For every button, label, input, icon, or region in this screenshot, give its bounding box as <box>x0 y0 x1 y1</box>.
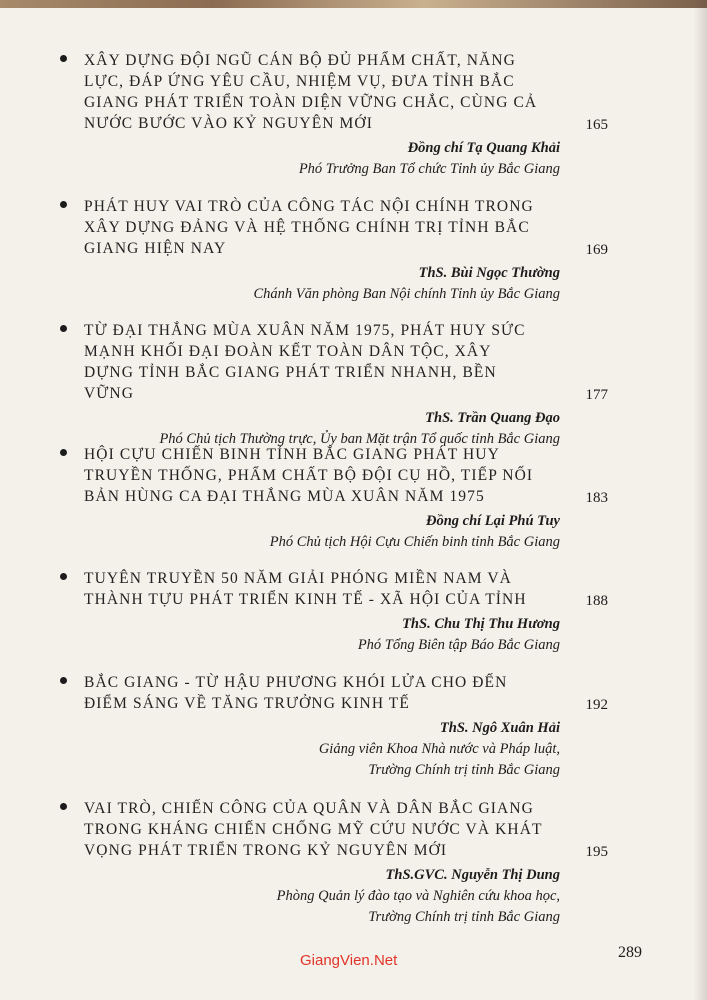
toc-entry-author: Đồng chí Lại Phú Tuy <box>425 513 560 529</box>
toc-entry-title: VAI TRÒ, CHIẾN CÔNG CỦA QUÂN VÀ DÂN BẮC GIANG TRONG KHÁNG CHIẾN CHỐNG MỸ CỨU NƯỚC VÀ KHÁT VỌNG PHÁT TRIỂN TRONG KỶ NGUYÊN MỚI <box>84 800 543 859</box>
toc-entry-author-position: Chánh Văn phòng Ban Nội chính Tỉnh ủy Bắc Giang <box>253 286 560 302</box>
bullet-icon <box>60 201 67 208</box>
watermark: GiangVien.Net <box>300 952 398 969</box>
bullet-icon <box>60 325 67 332</box>
toc-entry-author-position: Phó Trưởng Ban Tổ chức Tỉnh ủy Bắc Giang <box>298 161 560 177</box>
bullet-icon <box>60 803 67 810</box>
toc-entry-title: HỘI CỰU CHIẾN BINH TỈNH BẮC GIANG PHÁT HUY TRUYỀN THỐNG, PHẨM CHẤT BỘ ĐỘI CỤ HỒ, TIẾP NỐI BẢN HÙNG CA ĐẠI THẮNG MÙA XUÂN NĂM 1975 <box>84 446 534 505</box>
toc-entry-author-position: Phòng Quản lý đào tạo và Nghiên cứu khoa học, <box>276 888 560 904</box>
bullet-icon <box>60 55 67 62</box>
page-number: 289 <box>618 944 642 961</box>
bullet-icon <box>60 677 67 684</box>
toc-entry <box>60 568 620 656</box>
toc-entry-page-number: 177 <box>585 387 608 403</box>
toc-entry-title: TUYÊN TRUYỀN 50 NĂM GIẢI PHÓNG MIỀN NAM VÀ THÀNH TỰU PHÁT TRIỂN KINH TẾ - XÃ HỘI CỦA TỈNH <box>84 570 527 608</box>
toc-entry-title-row <box>60 444 620 507</box>
toc-entry-page-number: 169 <box>585 242 608 258</box>
toc-entry-author: ThS. Trần Quang Đạo <box>425 410 560 426</box>
toc-entry-author: ThS. Chu Thị Thu Hương <box>402 616 560 632</box>
toc-entry-page-number: 195 <box>585 844 608 860</box>
toc-entry-title: TỪ ĐẠI THẮNG MÙA XUÂN NĂM 1975, PHÁT HUY SỨC MẠNH KHỐI ĐẠI ĐOÀN KẾT TOÀN DÂN TỘC, XÂY DỰNG TỈNH BẮC GIANG PHÁT TRIỂN NHANH, BỀN VỮNG <box>84 322 526 402</box>
toc-entry <box>60 798 620 928</box>
toc-entry-author-position: Trường Chính trị tỉnh Bắc Giang <box>368 762 560 778</box>
toc-entry <box>60 320 620 450</box>
toc-entry-title: BẮC GIANG - TỪ HẬU PHƯƠNG KHÓI LỬA CHO ĐẾN ĐIỂM SÁNG VỀ TĂNG TRƯỞNG KINH TẾ <box>84 674 508 712</box>
toc-entry-author: ThS. Ngô Xuân Hải <box>439 720 560 736</box>
toc-entry-author: Đồng chí Tạ Quang Khải <box>407 140 560 156</box>
toc-entry-page-number: 188 <box>585 593 608 609</box>
toc-entry-title-row <box>60 568 620 610</box>
toc-entry-title-row <box>60 320 620 404</box>
toc-entry-title: XÂY DỰNG ĐỘI NGŨ CÁN BỘ ĐỦ PHẨM CHẤT, NĂNG LỰC, ĐÁP ỨNG YÊU CẦU, NHIỆM VỤ, ĐƯA TỈNH BẮC GIANG PHÁT TRIỂN TOÀN DIỆN VỮNG CHẮC, CÙNG CẢ NƯỚC BƯỚC VÀO KỶ NGUYÊN MỚI <box>84 52 538 132</box>
toc-entry-title-row <box>60 196 620 259</box>
toc-entry-author: ThS. Bùi Ngọc Thường <box>418 265 560 281</box>
toc-entry-title-row <box>60 50 620 134</box>
toc-entry <box>60 50 620 180</box>
bullet-icon <box>60 449 67 456</box>
toc-entry-author-position: Phó Chủ tịch Hội Cựu Chiến binh tỉnh Bắc Giang <box>269 534 560 550</box>
toc-entry <box>60 444 620 553</box>
toc-entry-author-position: Phó Chủ tịch Thường trực, Ủy ban Mặt trận Tổ quốc tỉnh Bắc Giang <box>159 431 560 447</box>
toc-entry-title-row <box>60 672 620 714</box>
toc-entry-author-position: Giảng viên Khoa Nhà nước và Pháp luật, <box>318 741 560 757</box>
toc-entry-page-number: 192 <box>585 697 608 713</box>
toc-entry-page-number: 183 <box>585 490 608 506</box>
toc-entry-title-row <box>60 798 620 861</box>
bullet-icon <box>60 573 67 580</box>
toc-entry-author: ThS.GVC. Nguyễn Thị Dung <box>385 867 560 883</box>
toc-entry-author-position: Trường Chính trị tỉnh Bắc Giang <box>368 909 560 925</box>
toc-entry-title: PHÁT HUY VAI TRÒ CỦA CÔNG TÁC NỘI CHÍNH TRONG XÂY DỰNG ĐẢNG VÀ HỆ THỐNG CHÍNH TRỊ TỈNH BẮC GIANG HIỆN NAY <box>84 198 534 257</box>
toc-entry <box>60 672 620 781</box>
toc-entry <box>60 196 620 305</box>
toc-entry-page-number: 165 <box>585 117 608 133</box>
toc-entry-author-position: Phó Tổng Biên tập Báo Bắc Giang <box>357 637 560 653</box>
